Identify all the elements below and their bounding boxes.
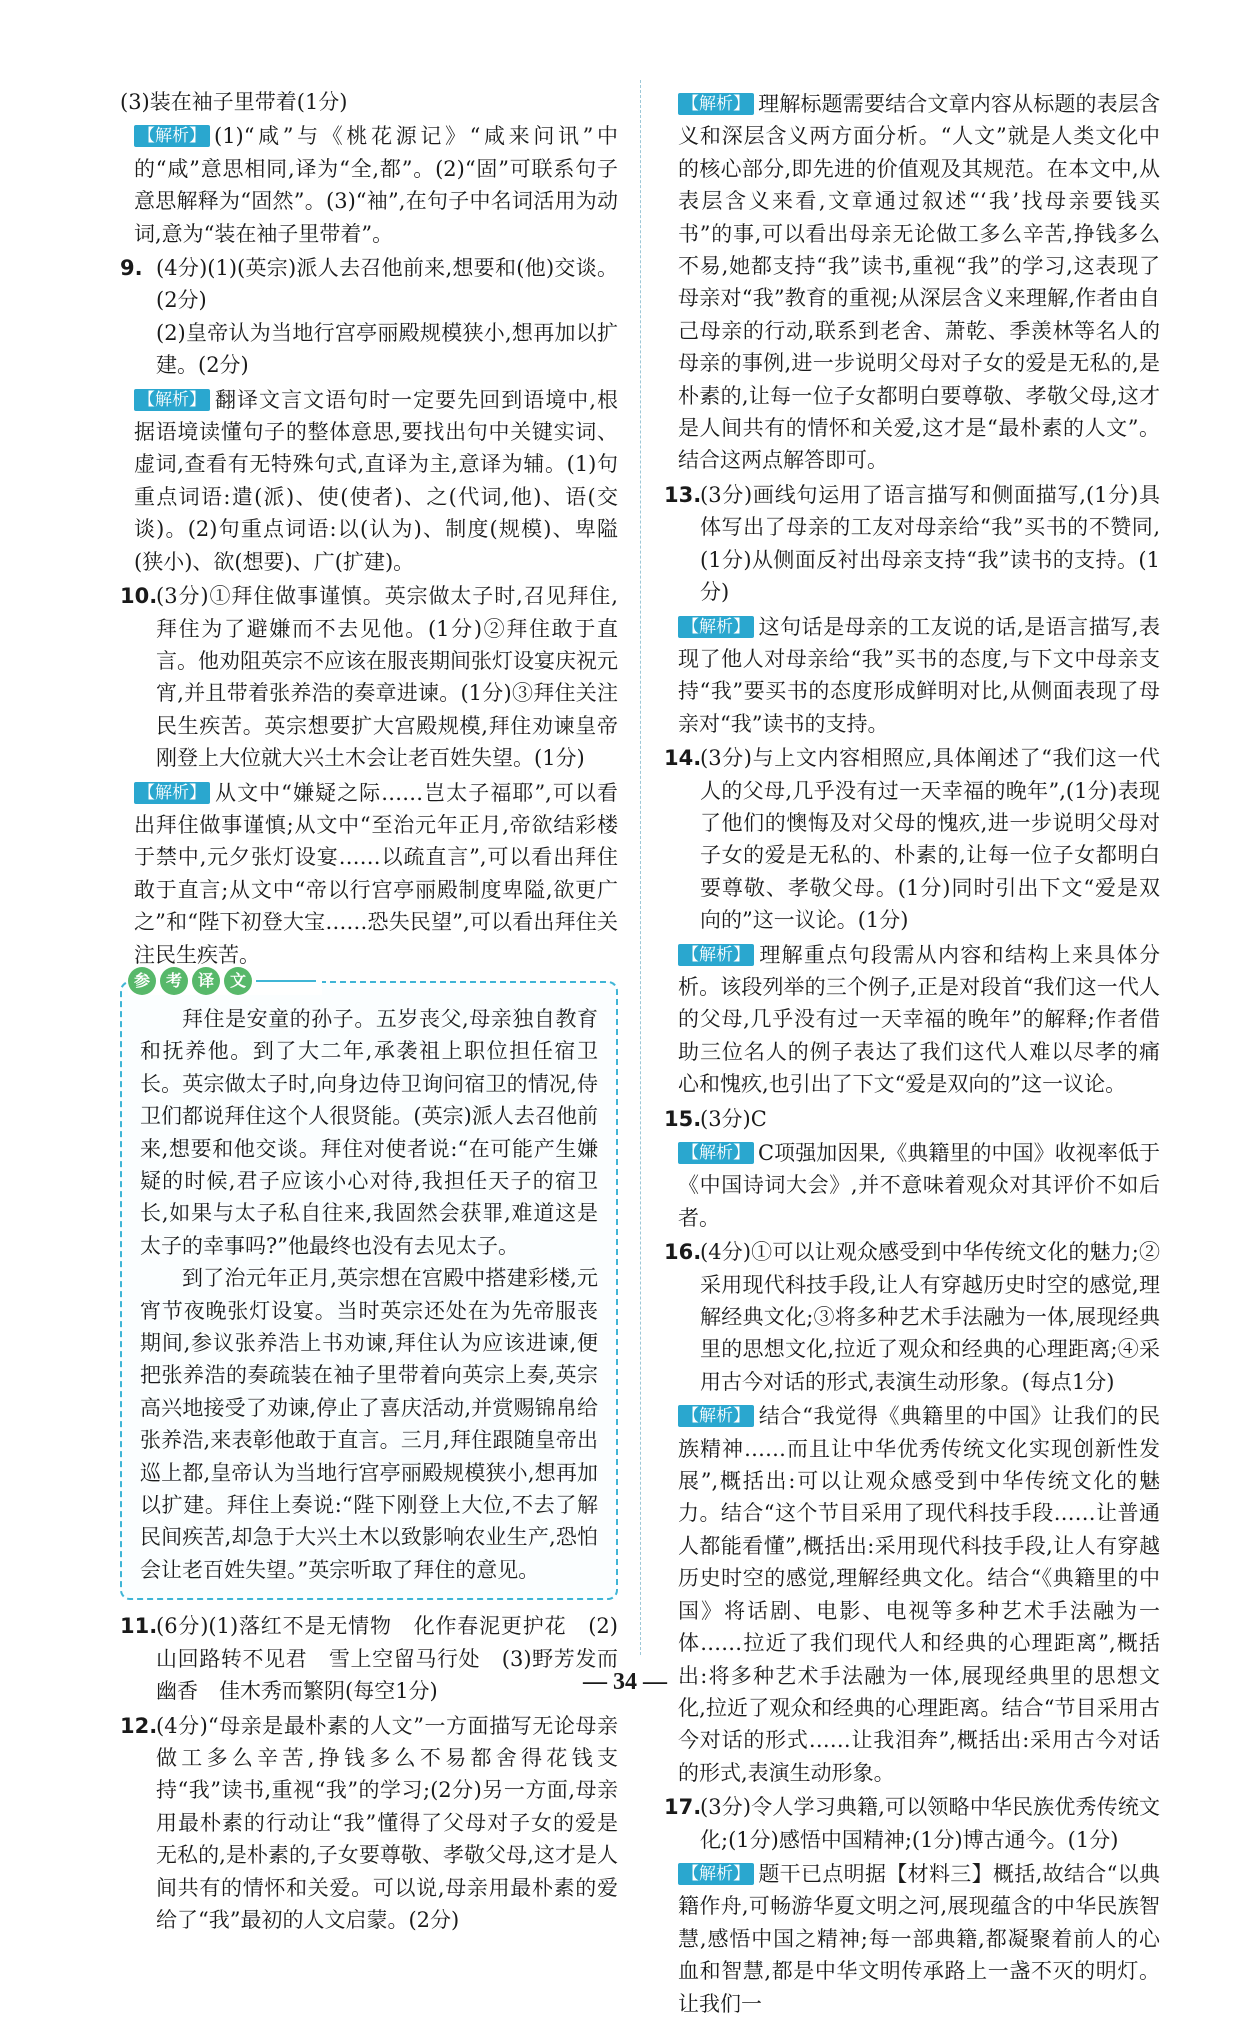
q15-analysis-text: C项强加因果,《典籍里的中国》收视率低于《中国诗词大会》,并不意味着观众对其评价不如后者。 xyxy=(678,1141,1160,1230)
q16-analysis xyxy=(664,1400,1160,1789)
question-10 xyxy=(120,580,618,774)
q15-analysis xyxy=(664,1137,1160,1234)
page-number: — 34 — xyxy=(583,1669,667,1695)
q10-analysis-text: 从文中“嫌疑之际……岂太子福耶”,可以看出拜住做事谨慎;从文中“至治元年正月,帝欲结彩楼于禁中,元夕张灯设宴……以疏直言”,可以看出拜住敢于直言;从文中“帝以行宫亭丽殿制度卑隘,欲更广之”和“陛下初登大宝……恐失民望”,可以看出拜住关注民生疾苦。 xyxy=(134,780,618,967)
question-number: 10. xyxy=(120,584,158,609)
q13-analysis-text: 这句话是母亲的工友说的话,是语言描写,表现了他人对母亲给“我”买书的态度,与下文中母亲支持“我”要买书的态度形成鲜明对比,从侧面表现了母亲对“我”读书的支持。 xyxy=(678,614,1160,736)
q17-analysis xyxy=(664,1858,1160,2020)
reference-translation-title xyxy=(128,967,322,995)
q9-answer-1: (4分)(1)(英宗)派人去召他前来,想要和(他)交谈。(2分) xyxy=(156,256,618,313)
question-16 xyxy=(664,1236,1160,1398)
translation-paragraph-1: 拜住是安童的孙子。五岁丧父,母亲独自教育和抚养他。到了大二年,承袭祖上职位担任宿卫长。英宗做太子时,向身边侍卫询问宿卫的情况,侍卫们都说拜住这个人很贤能。(英宗)派人去召他前来,想要和他交谈。拜住对使者说:“在可能产生嫌疑的时候,君子应该小心对待,我担任天子的宿卫长,如果与太子私自往来,我固然会获罪,难道这是太子的幸事吗?”他最终也没有去见太子。 xyxy=(140,1006,598,1258)
q8-analysis-text: (1)“咸”与《桃花源记》“咸来问讯”中的“咸”意思相同,译为“全,都”。(2)“固”可联系句子意思解释为“固然”。(3)“袖”,在句子中名词活用为动词,意为“装在袖子里带着”。 xyxy=(134,124,618,246)
q13-answer: (3分)画线句运用了语言描写和侧面描写,(1分)具体写出了母亲的工友对母亲给“我”买书的不赞同,(1分)从侧面反衬出母亲支持“我”读书的支持。(1分) xyxy=(700,482,1160,605)
q15-answer: (3分)C xyxy=(700,1106,767,1131)
analysis-tag: 【 解析 】 xyxy=(678,1142,754,1164)
question-14 xyxy=(664,742,1160,936)
q12-analysis-text: 理解标题需要结合文章内容从标题的表层含义和深层含义两方面分析。“人文”就是人类文化中的核心部分,即先进的价值观及其规范。在本文中,从表层含义来看,文章通过叙述“‘我’找母亲要钱买书”的事,可以看出母亲无论做工多么辛苦,挣钱多么不易,她都支持“我”读书,重视“我”的学习,这表现了母亲对“我”教育的重视;从深层含义来理解,作者由自己母亲的行动,联系到老舍、萧乾、季羡林等名人的母亲的事例,进一步说明父母对子女的爱是无私的,是朴素的,让每一位子女都明白要尊敬、孝敬父母,这才是人间共有的情怀和关爱,这才是“最朴素的人文”。结合这两点解答即可。 xyxy=(678,92,1160,473)
q14-analysis xyxy=(664,939,1160,1101)
q11-answer: (6分)(1)落红不是无情物 化作春泥更护花 (2)山回路转不见君 雪上空留马行处 (3)野芳发而幽香 佳木秀而繁阴(每空1分) xyxy=(156,1614,618,1704)
question-number: 17. xyxy=(664,1795,702,1820)
q12-answer: (4分)“母亲是最朴素的人文”一方面描写无论母亲做工多么辛苦,挣钱多么不易都舍得花钱支持“我”读书,重视“我”的学习;(2分)另一方面,母亲用最朴素的行动让“我”懂得了父母对子女的爱是无私的,是朴素的,子女要尊敬、孝敬父母,这才是人间共有的情怀和关爱。可以说,母亲用最朴素的爱给了“我”最初的人文启蒙。(2分) xyxy=(156,1713,618,1932)
q17-analysis-text: 题干已点明据【材料三】概括,故结合“以典籍作舟,可畅游华夏文明之河,展现蕴含的中华民族智慧,感悟中国之精神;每一部典籍,都凝聚着前人的心血和智慧,都是中华文明传承路上一盏不灭的明灯。让我们一 xyxy=(678,1861,1160,2016)
q10-analysis xyxy=(120,777,618,971)
reference-translation-box xyxy=(120,970,618,1600)
analysis-tag: 【 解析 】 xyxy=(678,1405,754,1427)
analysis-tag: 【 解析 】 xyxy=(134,389,210,411)
column-divider xyxy=(640,80,641,1655)
question-number: 9. xyxy=(120,256,143,281)
title-char: 文 xyxy=(224,967,252,995)
title-rule xyxy=(256,980,316,982)
title-char: 译 xyxy=(192,967,220,995)
question-number: 11. xyxy=(120,1614,158,1639)
q8-analysis xyxy=(120,120,618,250)
q16-answer: (4分)①可以让观众感受到中华传统文化的魅力;②采用现代科技手段,让人有穿越历史时空的感觉,理解经典文化;③将多种艺术手法融为一体,展现经典里的思想文化,拉近了观众和经典的心理距离;④采用古今对话的形式,表演生动形象。(每点1分) xyxy=(700,1240,1160,1394)
question-number: 15. xyxy=(664,1106,702,1131)
question-13 xyxy=(664,479,1160,609)
q13-analysis xyxy=(664,611,1160,741)
q9-answer-2: (2)皇帝认为当地行宫亭丽殿规模狭小,想再加以扩建。(2分) xyxy=(156,320,618,378)
analysis-tag: 【 解析 】 xyxy=(678,616,754,638)
q9-analysis-text: 翻译文言文语句时一定要先回到语境中,根据语境读懂句子的整体意思,要找出句中关键实词、虚词,查看有无特殊句式,直译为主,意译为辅。(1)句重点词语:遣(派)、使(使者)、之(代词,他)、语(交谈)。(2)句重点词语:以(认为)、制度(规模)、卑隘(狭小)、欲(想要)、广(扩建)。 xyxy=(134,387,618,574)
left-column xyxy=(120,86,618,1936)
title-char: 参 xyxy=(128,967,156,995)
analysis-tag: 【 解析 】 xyxy=(134,125,210,147)
analysis-tag: 【 解析 】 xyxy=(678,93,754,115)
question-number: 12. xyxy=(120,1713,158,1738)
question-9 xyxy=(120,252,618,382)
translation-paragraph-2: 到了治元年正月,英宗想在宫殿中搭建彩楼,元宵节夜晚张灯设宴。当时英宗还处在为先帝服丧期间,参议张养浩上书劝谏,拜住认为应该进谏,便把张养浩的奏疏装在袖子里带着向英宗上奏,英宗高兴地接受了劝谏,停止了喜庆活动,并赏赐锦帛给张养浩,来表彰他敢于直言。三月,拜住跟随皇帝出巡上都,皇帝认为当地行宫亭丽殿规模狭小,想再加以扩建。拜住上奏说:“陛下刚登上大位,不去了解民间疾苦,却急于大兴土木以致影响农业生产,恐怕会让老百姓失望。”英宗听取了拜住的意见。 xyxy=(140,1266,598,1582)
question-17 xyxy=(664,1791,1160,1856)
question-number: 13. xyxy=(664,482,702,507)
analysis-tag: 【 解析 】 xyxy=(678,944,754,966)
q16-analysis-text: 结合“我觉得《典籍里的中国》让我们的民族精神……而且让中华优秀传统文化实现创新性发展”,概括出:可以让观众感受到中华传统文化的魅力。结合“这个节目采用了现代科技手段……让普通人都能看懂”,概括出:采用现代科技手段,让人有穿越历史时空的感觉,理解经典文化。结合“《典籍里的中国》将话剧、电影、电视等多种艺术手法融为一体……拉近了我们现代人和经典的心理距离”,概括出:将多种艺术手法融为一体,展现经典里的思想文化,拉近了观众和经典的心理距离。结合“节目采用古今对话的形式……让我泪奔”,概括出:采用古今对话的形式,表演生动形象。 xyxy=(678,1404,1160,1785)
title-char: 考 xyxy=(160,967,188,995)
question-15 xyxy=(664,1103,1160,1135)
right-column xyxy=(664,86,1160,2020)
q14-answer: (3分)与上文内容相照应,具体阐述了“我们这一代人的父母,几乎没有过一天幸福的晚年”,(1分)表现了他们的懊悔及对父母的愧疚,进一步说明父母对子女的爱是无私的、朴素的,让每一位子女都明白要尊敬、孝敬父母。(1分)同时引出下文“爱是双向的”这一议论。(1分) xyxy=(700,746,1160,933)
analysis-tag: 【 解析 】 xyxy=(134,782,210,804)
question-number: 14. xyxy=(664,746,702,771)
q17-answer: (3分)令人学习典籍,可以领略中华民族优秀传统文化;(1分)感悟中国精神;(1分)博古通今。(1分) xyxy=(700,1795,1160,1852)
q10-answer: (3分)①拜住做事谨慎。英宗做太子时,召见拜住,拜住为了避嫌而不去见他。(1分)②拜住敢于直言。他劝阻英宗不应该在服丧期间张灯设宴庆祝元宵,并且带着张养浩的奏章进谏。(1分)③拜住关注民生疾苦。英宗想要扩大宫殿规模,拜住劝谏皇帝刚登上大位就大兴土木会让老百姓失望。(1分) xyxy=(156,584,618,771)
q12-analysis xyxy=(664,88,1160,477)
question-number: 16. xyxy=(664,1240,702,1265)
q8-answer-tail: (3)装在袖子里带着(1分) xyxy=(120,90,348,114)
analysis-tag: 【 解析 】 xyxy=(678,1863,754,1885)
q14-analysis-text: 理解重点句段需从内容和结构上来具体分析。该段列举的三个例子,正是对段首“我们这一代人的父母,几乎没有过一天幸福的晚年”的解释;作者借助三位名人的例子表达了我们这代人难以尽孝的痛心和愧疚,也引出了下文“爱是双向的”这一议论。 xyxy=(678,942,1160,1097)
question-12 xyxy=(120,1710,618,1937)
q9-analysis xyxy=(120,384,618,578)
